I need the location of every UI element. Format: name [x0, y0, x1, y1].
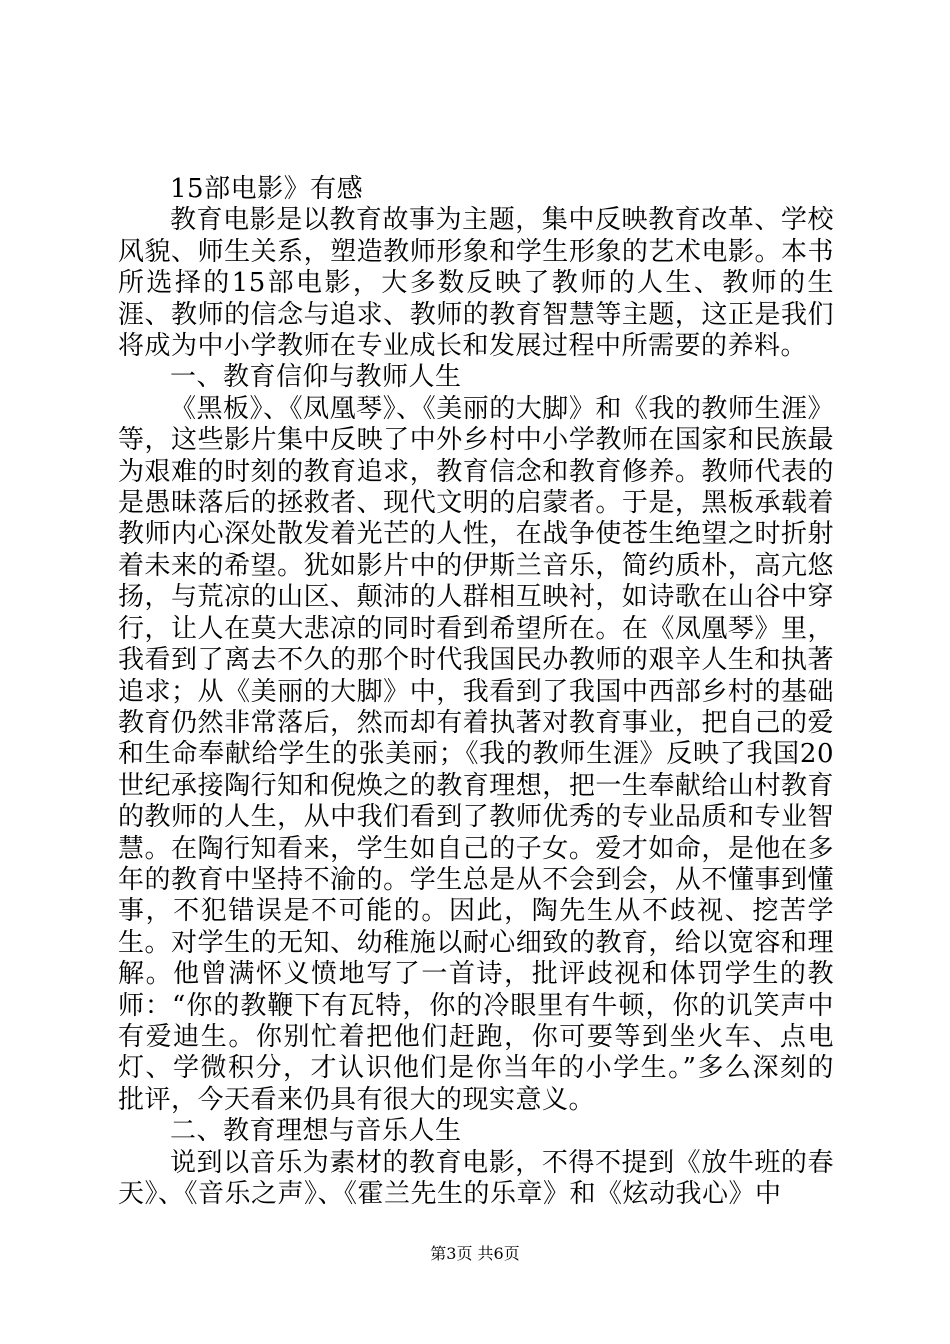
page-footer: 第3页 共6页	[430, 1244, 520, 1263]
section-heading-1: 一、教育信仰与教师人生	[170, 362, 462, 393]
paragraph-intro: 教育电影是以教育故事为主题，集中反映教育改革、学校风貌、师生关系，塑造教师形象和学生形象的艺术电影。本书所选择的15部电影，大多数反映了教师的人生、教师的生涯、教师的信念与追求、教师的教育智慧等主题，这正是我们将成为中小学教师在专业成长和发展过程中所需要的养料。	[118, 205, 834, 362]
document-body	[118, 174, 834, 1210]
paragraph-title-fragment: 15部电影》有感	[170, 174, 364, 204]
paragraph-section-1: 《黑板》、《凤凰琴》、《美丽的大脚》和《我的教师生涯》等，这些影片集中反映了中外乡村中小学教师在国家和民族最为艰难的时刻的教育追求，教育信念和教育修养。教师代表的是愚昧落后的拯救者、现代文明的启蒙者。于是，黑板承载着教师内心深处散发着光芒的人性，在战争使苍生绝望之时折射着未来的希望。犹如影片中的伊斯兰音乐，简约质朴，高亢悠扬，与荒凉的山区、颠沛的人群相互映衬，如诗歌在山谷中穿行，让人在莫大悲凉的同时看到希望所在。在《凤凰琴》里，我看到了离去不久的那个时代我国民办教师的艰辛人生和执著追求；从《美丽的大脚》中，我看到了我国中西部乡村的基础教育仍然非常落后，然而却有着执著对教育事业，把自己的爱和生命奉献给学生的张美丽；《我的教师生涯》反映了我国20世纪承接陶行知和倪焕之的教育理想，把一生奉献给山村教育的教师的人生，从中我们看到了教师优秀的专业品质和专业智慧。在陶行知看来，学生如自己的子女。爱才如命，是他在多年的教育中坚持不渝的。学生总是从不会到会，从不懂事到懂事，不犯错误是不可能的。因此，陶先生从不歧视、挖苦学生。对学生的无知、幼稚施以耐心细致的教育，给以宽容和理解。他曾满怀义愤地写了一首诗，批评歧视和体罚学生的教师：“你的教鞭下有瓦特，你的冷眼里有牛顿，你的讥笑声中有爱迪生。你别忙着把他们赶跑，你可要等到坐火车、点电灯、学微积分，才认识他们是你当年的小学生。”多么深刻的批评，今天看来仍具有很大的现实意义。	[118, 393, 834, 1115]
paragraph-section-2: 说到以音乐为素材的教育电影，不得不提到《放牛班的春天》、《音乐之声》、《霍兰先生的乐章》和《炫动我心》中	[118, 1147, 834, 1209]
section-heading-2: 二、教育理想与音乐人生	[170, 1116, 462, 1147]
